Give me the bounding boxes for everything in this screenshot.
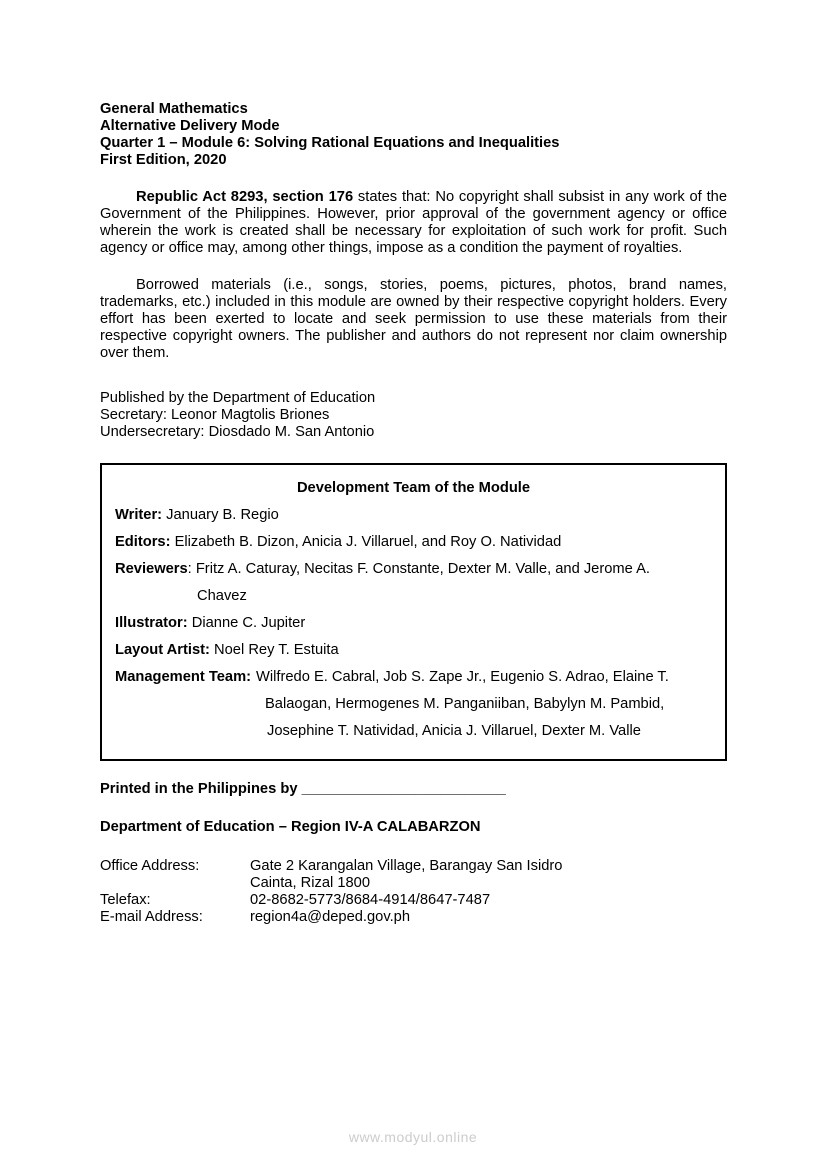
borrowed-materials-paragraph: Borrowed materials (i.e., songs, stories, poems, pictures, photos, brand names, trademarks, etc.) included in this module are owned by their respective copyright holders. Every effort has been exerted to locate and seek permission to use these materials from their respective copyright owners. The publisher and authors do not represent nor claim ownership over them. xyxy=(100,277,727,361)
module-quarter-title: Quarter 1 – Module 6: Solving Rational Equations and Inequalities xyxy=(100,135,560,151)
module-mode: Alternative Delivery Mode xyxy=(100,118,280,134)
layout-artist-label: Layout Artist: xyxy=(115,642,210,658)
layout-artist-row xyxy=(115,637,712,664)
management-team-names-line3: Josephine T. Natividad, Anicia J. Villaruel, Dexter M. Valle xyxy=(267,723,641,739)
contact-value-telefax: 02-8682-5773/8684-4914/8647-7487 xyxy=(250,892,491,908)
reviewers-row xyxy=(115,556,712,583)
undersecretary-line: Undersecretary: Diosdado M. San Antonio xyxy=(100,424,375,440)
printed-in-philippines-line: Printed in the Philippines by _________________________ xyxy=(100,781,506,797)
illustrator-label: Illustrator: xyxy=(115,615,188,631)
secretary-line: Secretary: Leonor Magtolis Briones xyxy=(100,407,330,423)
development-team-box xyxy=(100,463,727,761)
contact-info-table xyxy=(100,858,727,926)
writer-row xyxy=(115,502,712,529)
contact-label-telefax: Telefax: xyxy=(100,892,151,908)
illustrator-name: Dianne C. Jupiter xyxy=(191,615,306,631)
management-team-names-line1: Wilfredo E. Cabral, Job S. Zape Jr., Eugenio S. Adrao, Elaine T. xyxy=(256,669,669,685)
editors-names: Elizabeth B. Dizon, Anicia J. Villaruel, and Roy O. Natividad xyxy=(174,534,562,550)
module-title-block xyxy=(100,101,727,169)
republic-act-text: states that: No copyright shall subsist in any work of the Government of the Philippines. However, prior approval of the government agency or office wherein the work is created shall be necessary for exploitation of such work for profit. Such agency or office may, among other things, impose as a condition the payment of royalties. xyxy=(100,189,727,256)
layout-artist-name: Noel Rey T. Estuita xyxy=(214,642,339,658)
page-content xyxy=(100,101,727,926)
writer-label: Writer: xyxy=(115,507,163,523)
contact-value-email: region4a@deped.gov.ph xyxy=(250,909,411,925)
editors-label: Editors: xyxy=(115,534,171,550)
deped-region-line: Department of Education – Region IV-A CALABARZON xyxy=(100,819,481,835)
published-by-line: Published by the Department of Education xyxy=(100,390,376,406)
contact-value-city: Cainta, Rizal 1800 xyxy=(250,875,371,891)
editors-row xyxy=(115,529,712,556)
republic-act-bold: Republic Act 8293, section 176 xyxy=(136,189,354,205)
management-team-row xyxy=(115,664,712,691)
development-team-title: Development Team of the Module xyxy=(296,480,531,496)
contact-label-blank xyxy=(100,875,250,892)
reviewers-label: Reviewers xyxy=(115,561,188,577)
publisher-block xyxy=(100,390,727,441)
copyright-notice-paragraph xyxy=(100,189,727,257)
management-team-names-line2: Balaogan, Hermogenes M. Panganiiban, Babylyn M. Pambid, xyxy=(265,696,665,712)
writer-name: January B. Regio xyxy=(166,507,279,523)
reviewers-continuation: Chavez xyxy=(197,588,247,604)
contact-label-office-address: Office Address: xyxy=(100,858,200,874)
management-team-label: Management Team: xyxy=(115,669,252,685)
module-edition: First Edition, 2020 xyxy=(100,152,227,168)
reviewers-names: : Fritz A. Caturay, Necitas F. Constante, Dexter M. Valle, and Jerome A. xyxy=(187,561,650,577)
module-subject: General Mathematics xyxy=(100,101,248,117)
illustrator-row xyxy=(115,610,712,637)
watermark-url: www.modyul.online xyxy=(348,1129,478,1145)
contact-value-office-address: Gate 2 Karangalan Village, Barangay San Isidro xyxy=(250,858,563,874)
contact-label-email: E-mail Address: xyxy=(100,909,203,925)
